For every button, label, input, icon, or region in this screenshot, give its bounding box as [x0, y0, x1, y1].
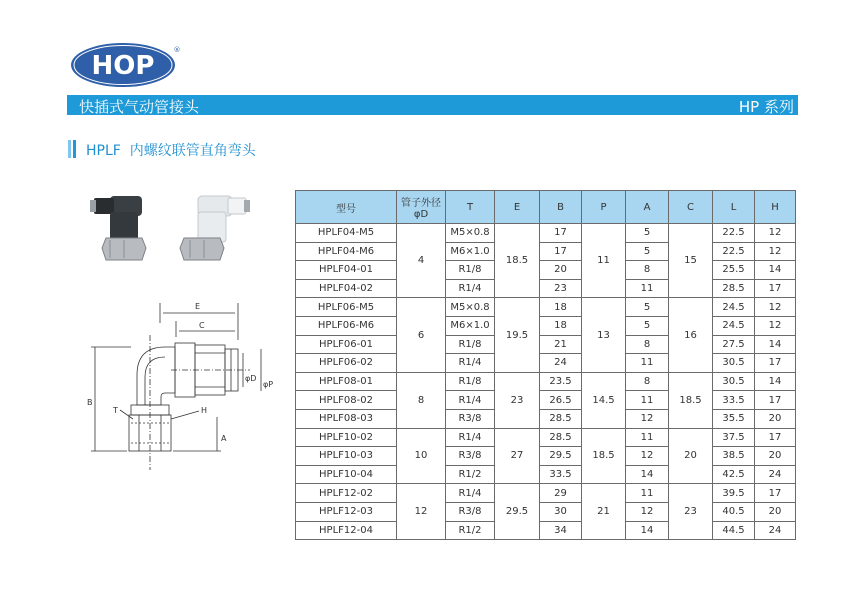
b-cell: 23 — [540, 279, 582, 298]
h-cell: 20 — [755, 409, 796, 428]
p-cell: 13 — [582, 298, 626, 372]
hop-logo — [69, 40, 181, 90]
subtitle-accent — [68, 140, 71, 158]
table-row — [296, 335, 796, 354]
table-body — [296, 224, 796, 540]
thread-cell: R3/8 — [446, 409, 495, 428]
tube-od-cell: 10 — [397, 428, 446, 484]
thread-cell: R1/4 — [446, 484, 495, 503]
model-cell: HPLF08-02 — [296, 391, 397, 410]
thread-cell: R1/4 — [446, 391, 495, 410]
h-cell: 12 — [755, 242, 796, 261]
e-cell: 19.5 — [495, 298, 540, 372]
model-cell: HPLF06-02 — [296, 354, 397, 373]
thread-cell: M5×0.8 — [446, 298, 495, 317]
model-cell: HPLF08-01 — [296, 372, 397, 391]
column-header: L — [713, 191, 755, 224]
b-cell: 28.5 — [540, 409, 582, 428]
model-cell: HPLF04-01 — [296, 261, 397, 280]
table-row — [296, 372, 796, 391]
thread-cell: M5×0.8 — [446, 224, 495, 243]
dim-label-b: B — [87, 398, 93, 407]
table-header-row — [296, 191, 796, 224]
model-cell: HPLF10-02 — [296, 428, 397, 447]
l-cell: 24.5 — [713, 298, 755, 317]
model-cell: HPLF04-M5 — [296, 224, 397, 243]
column-header: B — [540, 191, 582, 224]
thread-cell: M6×1.0 — [446, 316, 495, 335]
h-cell: 24 — [755, 521, 796, 540]
c-cell: 18.5 — [669, 372, 713, 428]
b-cell: 30 — [540, 502, 582, 521]
a-cell: 11 — [626, 279, 669, 298]
h-cell: 24 — [755, 465, 796, 484]
l-cell: 25.5 — [713, 261, 755, 280]
c-cell: 16 — [669, 298, 713, 372]
dim-label-h: H — [201, 406, 208, 415]
table-row — [296, 447, 796, 466]
e-cell: 27 — [495, 428, 540, 484]
tube-od-cell: 6 — [397, 298, 446, 372]
banner-title: 快插式气动管接头 — [79, 98, 200, 116]
b-cell: 21 — [540, 335, 582, 354]
column-header: T — [446, 191, 495, 224]
tube-od-cell: 12 — [397, 484, 446, 540]
l-cell: 35.5 — [713, 409, 755, 428]
model-cell: HPLF10-04 — [296, 465, 397, 484]
a-cell: 8 — [626, 261, 669, 280]
l-cell: 33.5 — [713, 391, 755, 410]
p-cell: 18.5 — [582, 428, 626, 484]
thread-cell: R1/8 — [446, 261, 495, 280]
column-header: C — [669, 191, 713, 224]
l-cell: 30.5 — [713, 354, 755, 373]
a-cell: 12 — [626, 409, 669, 428]
dim-label-c: C — [199, 321, 205, 330]
table-row — [296, 409, 796, 428]
h-cell: 20 — [755, 502, 796, 521]
thread-cell: R3/8 — [446, 447, 495, 466]
column-header: A — [626, 191, 669, 224]
tube-od-cell: 4 — [397, 224, 446, 298]
model-cell: HPLF06-M6 — [296, 316, 397, 335]
c-cell: 15 — [669, 224, 713, 298]
table-row — [296, 502, 796, 521]
b-cell: 29 — [540, 484, 582, 503]
l-cell: 30.5 — [713, 372, 755, 391]
l-cell: 38.5 — [713, 447, 755, 466]
model-cell: HPLF10-03 — [296, 447, 397, 466]
e-cell: 29.5 — [495, 484, 540, 540]
a-cell: 5 — [626, 224, 669, 243]
p-cell: 11 — [582, 224, 626, 298]
l-cell: 39.5 — [713, 484, 755, 503]
dim-label-t: T — [113, 406, 118, 415]
logo-text: HOP — [91, 51, 155, 81]
thread-cell: R1/8 — [446, 372, 495, 391]
thread-cell: M6×1.0 — [446, 242, 495, 261]
table-row — [296, 428, 796, 447]
c-cell: 20 — [669, 428, 713, 484]
p-cell: 14.5 — [582, 372, 626, 428]
table-row — [296, 224, 796, 243]
thread-cell: R1/2 — [446, 465, 495, 484]
e-cell: 18.5 — [495, 224, 540, 298]
l-cell: 24.5 — [713, 316, 755, 335]
table-row — [296, 391, 796, 410]
e-cell: 23 — [495, 372, 540, 428]
c-cell: 23 — [669, 484, 713, 540]
table-row — [296, 484, 796, 503]
h-cell: 17 — [755, 279, 796, 298]
tube-od-cell: 8 — [397, 372, 446, 428]
technical-drawing — [75, 295, 290, 480]
l-cell: 37.5 — [713, 428, 755, 447]
specification-table — [295, 190, 796, 540]
model-cell: HPLF04-M6 — [296, 242, 397, 261]
h-cell: 12 — [755, 316, 796, 335]
table-row — [296, 354, 796, 373]
h-cell: 17 — [755, 354, 796, 373]
table-row — [296, 465, 796, 484]
table-row — [296, 521, 796, 540]
dim-label-e: E — [195, 302, 201, 311]
a-cell: 11 — [626, 354, 669, 373]
l-cell: 22.5 — [713, 242, 755, 261]
series-label: HP 系列 — [738, 98, 794, 116]
black-fitting-image — [90, 196, 146, 260]
b-cell: 17 — [540, 242, 582, 261]
h-cell: 12 — [755, 298, 796, 317]
a-cell: 12 — [626, 502, 669, 521]
h-cell: 17 — [755, 484, 796, 503]
b-cell: 18 — [540, 316, 582, 335]
h-cell: 20 — [755, 447, 796, 466]
b-cell: 24 — [540, 354, 582, 373]
thread-cell: R1/2 — [446, 521, 495, 540]
column-header: P — [582, 191, 626, 224]
h-cell: 14 — [755, 372, 796, 391]
h-cell: 12 — [755, 224, 796, 243]
h-cell: 17 — [755, 428, 796, 447]
b-cell: 34 — [540, 521, 582, 540]
model-cell: HPLF12-02 — [296, 484, 397, 503]
table-row — [296, 279, 796, 298]
column-header: E — [495, 191, 540, 224]
table-row — [296, 242, 796, 261]
product-code: HPLF — [86, 143, 121, 159]
a-cell: 11 — [626, 428, 669, 447]
registered-mark: ® — [173, 46, 181, 54]
white-fitting-image — [180, 196, 250, 260]
model-cell: HPLF06-M5 — [296, 298, 397, 317]
b-cell: 28.5 — [540, 428, 582, 447]
dim-label-a: A — [221, 434, 227, 443]
model-cell: HPLF04-02 — [296, 279, 397, 298]
l-cell: 42.5 — [713, 465, 755, 484]
p-cell: 21 — [582, 484, 626, 540]
dim-label-phip: φP — [263, 380, 274, 389]
b-cell: 33.5 — [540, 465, 582, 484]
dim-label-phid: φD — [245, 374, 257, 383]
table-row — [296, 298, 796, 317]
h-cell: 14 — [755, 335, 796, 354]
thread-cell: R1/4 — [446, 354, 495, 373]
l-cell: 22.5 — [713, 224, 755, 243]
l-cell: 27.5 — [713, 335, 755, 354]
model-cell: HPLF08-03 — [296, 409, 397, 428]
thread-cell: R3/8 — [446, 502, 495, 521]
table-row — [296, 316, 796, 335]
model-cell: HPLF06-01 — [296, 335, 397, 354]
column-header: H — [755, 191, 796, 224]
model-cell: HPLF12-03 — [296, 502, 397, 521]
a-cell: 8 — [626, 335, 669, 354]
h-cell: 17 — [755, 391, 796, 410]
b-cell: 20 — [540, 261, 582, 280]
b-cell: 26.5 — [540, 391, 582, 410]
a-cell: 14 — [626, 465, 669, 484]
h-cell: 14 — [755, 261, 796, 280]
thread-cell: R1/4 — [446, 279, 495, 298]
thread-cell: R1/8 — [446, 335, 495, 354]
table-row — [296, 261, 796, 280]
header-banner — [67, 95, 798, 115]
product-description: 内螺纹联管直角弯头 — [129, 143, 256, 159]
l-cell: 28.5 — [713, 279, 755, 298]
a-cell: 8 — [626, 372, 669, 391]
a-cell: 14 — [626, 521, 669, 540]
column-header: 管子外径 φD — [397, 191, 446, 224]
a-cell: 5 — [626, 242, 669, 261]
b-cell: 29.5 — [540, 447, 582, 466]
l-cell: 40.5 — [713, 502, 755, 521]
column-header: 型号 — [296, 191, 397, 224]
b-cell: 23.5 — [540, 372, 582, 391]
a-cell: 11 — [626, 391, 669, 410]
thread-cell: R1/4 — [446, 428, 495, 447]
model-cell: HPLF12-04 — [296, 521, 397, 540]
subtitle-accent — [73, 140, 76, 158]
product-photos — [80, 188, 270, 268]
a-cell: 11 — [626, 484, 669, 503]
b-cell: 18 — [540, 298, 582, 317]
a-cell: 12 — [626, 447, 669, 466]
a-cell: 5 — [626, 316, 669, 335]
l-cell: 44.5 — [713, 521, 755, 540]
b-cell: 17 — [540, 224, 582, 243]
a-cell: 5 — [626, 298, 669, 317]
